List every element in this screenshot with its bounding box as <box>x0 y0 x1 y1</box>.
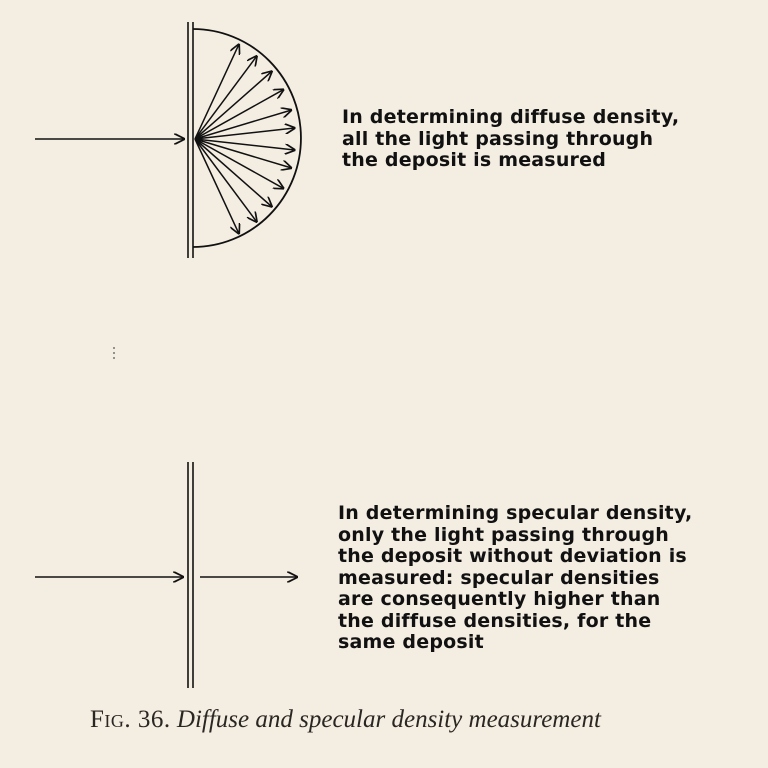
diffuse-density-diagram <box>35 22 301 258</box>
diffuse-caption-line: all the light passing through <box>342 127 654 150</box>
figure-label: Fig. 36. <box>90 706 171 733</box>
diffuse-ray-arrow <box>195 139 295 150</box>
specular-caption-line: the deposit without deviation is <box>338 545 687 567</box>
specular-caption-line: only the light passing through <box>338 523 670 546</box>
diffuse-caption-line: In determining diffuse density, <box>342 106 680 128</box>
diffuse-ray-arrow <box>195 139 239 233</box>
diffuse-ray-arrow <box>195 72 272 140</box>
figure-title: Diffuse and specular density measurement <box>176 706 601 733</box>
diffuse-caption-line: the deposit is measured <box>342 149 607 171</box>
diffuse-ray-arrow <box>195 139 283 188</box>
specular-caption-line: In determining specular density, <box>338 502 693 524</box>
diffuse-ray-arrow <box>195 56 257 139</box>
diffuse-ray-arrow <box>195 45 239 139</box>
specular-caption-line: the diffuse densities, for the <box>338 609 652 632</box>
diffuse-ray-arrow <box>195 139 272 207</box>
diffuse-ray-arrow <box>195 110 291 139</box>
figure-caption <box>90 706 601 734</box>
specular-density-diagram <box>35 462 297 688</box>
diffuse-ray-arrow <box>195 90 283 139</box>
diffuse-ray-arrow <box>195 139 291 168</box>
diffuse-caption <box>342 107 679 172</box>
specular-caption-line: measured: specular densities <box>338 566 660 589</box>
specular-caption-line: same deposit <box>338 631 484 653</box>
specular-caption <box>338 503 692 654</box>
diffuse-ray-arrow <box>195 139 257 222</box>
diffuse-ray-arrow <box>195 128 295 139</box>
specular-caption-line: are consequently higher than <box>338 588 661 610</box>
